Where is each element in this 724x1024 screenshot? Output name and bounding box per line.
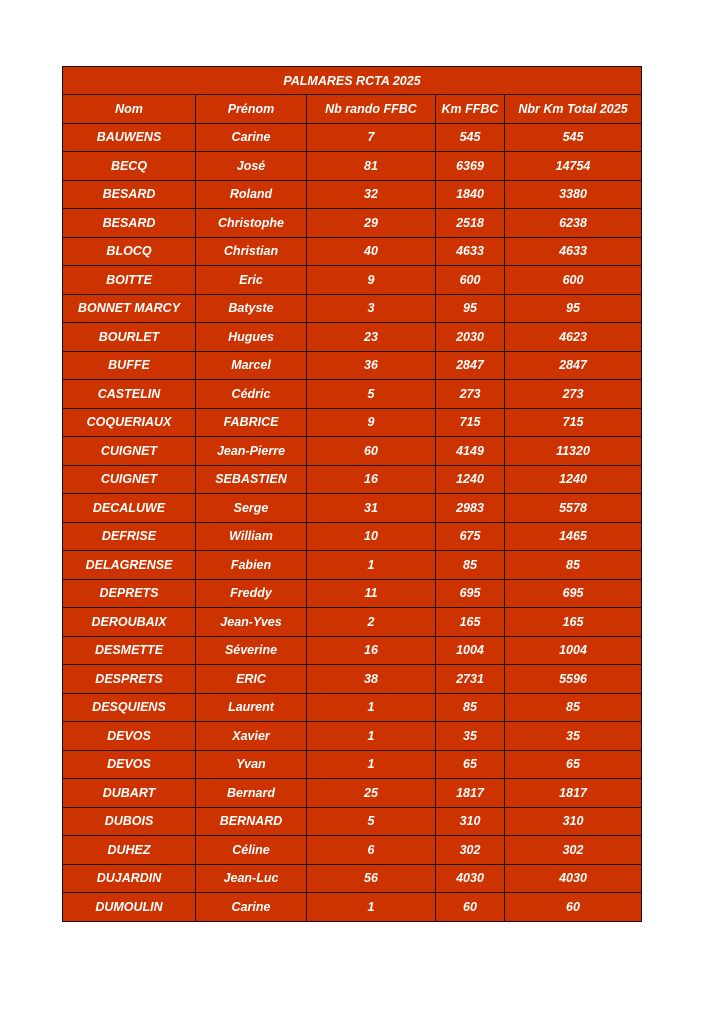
- cell-prenom: Xavier: [196, 722, 307, 751]
- cell-nom: BONNET MARCY: [63, 294, 196, 323]
- cell-nom: DEVOS: [63, 750, 196, 779]
- cell-nom: DEROUBAIX: [63, 608, 196, 637]
- table-row: [63, 750, 642, 779]
- cell-km-total: 85: [505, 551, 642, 580]
- cell-prenom: FABRICE: [196, 408, 307, 437]
- table-row: [63, 665, 642, 694]
- cell-km-ffbc: 2030: [436, 323, 505, 352]
- cell-nb-rando: 9: [307, 408, 436, 437]
- cell-km-ffbc: 85: [436, 693, 505, 722]
- cell-km-total: 2847: [505, 351, 642, 380]
- cell-km-ffbc: 1004: [436, 636, 505, 665]
- cell-nom: DEPRETS: [63, 579, 196, 608]
- cell-prenom: Céline: [196, 836, 307, 865]
- cell-km-ffbc: 2731: [436, 665, 505, 694]
- cell-nb-rando: 32: [307, 180, 436, 209]
- cell-prenom: Fabien: [196, 551, 307, 580]
- cell-km-total: 14754: [505, 152, 642, 181]
- cell-nom: BLOCQ: [63, 237, 196, 266]
- cell-km-total: 273: [505, 380, 642, 409]
- cell-prenom: Jean-Luc: [196, 864, 307, 893]
- palmares-table: [62, 66, 642, 922]
- cell-km-total: 600: [505, 266, 642, 295]
- cell-prenom: Christian: [196, 237, 307, 266]
- table-row: [63, 323, 642, 352]
- cell-nb-rando: 31: [307, 494, 436, 523]
- table-row: [63, 294, 642, 323]
- table-row: [63, 437, 642, 466]
- cell-nb-rando: 10: [307, 522, 436, 551]
- cell-nom: DUBOIS: [63, 807, 196, 836]
- cell-km-total: 60: [505, 893, 642, 922]
- cell-prenom: Yvan: [196, 750, 307, 779]
- cell-km-ffbc: 4030: [436, 864, 505, 893]
- cell-km-ffbc: 600: [436, 266, 505, 295]
- table-row: [63, 893, 642, 922]
- cell-km-total: 310: [505, 807, 642, 836]
- cell-prenom: Cédric: [196, 380, 307, 409]
- table-row: [63, 807, 642, 836]
- cell-km-ffbc: 2847: [436, 351, 505, 380]
- cell-nom: CUIGNET: [63, 465, 196, 494]
- table-row: [63, 551, 642, 580]
- cell-km-ffbc: 302: [436, 836, 505, 865]
- cell-nb-rando: 40: [307, 237, 436, 266]
- cell-prenom: Eric: [196, 266, 307, 295]
- cell-km-total: 1817: [505, 779, 642, 808]
- cell-nb-rando: 1: [307, 722, 436, 751]
- cell-km-ffbc: 310: [436, 807, 505, 836]
- cell-nom: DEVOS: [63, 722, 196, 751]
- cell-prenom: Jean-Yves: [196, 608, 307, 637]
- cell-nb-rando: 5: [307, 807, 436, 836]
- table-row: [63, 209, 642, 238]
- cell-km-ffbc: 4149: [436, 437, 505, 466]
- cell-km-ffbc: 273: [436, 380, 505, 409]
- cell-prenom: Hugues: [196, 323, 307, 352]
- cell-nom: CASTELIN: [63, 380, 196, 409]
- table-row: [63, 351, 642, 380]
- header-km-ffbc: Km FFBC: [436, 95, 505, 124]
- cell-km-total: 545: [505, 123, 642, 152]
- cell-nb-rando: 2: [307, 608, 436, 637]
- table-row: [63, 180, 642, 209]
- cell-nom: DUMOULIN: [63, 893, 196, 922]
- table-row: [63, 836, 642, 865]
- cell-km-total: 715: [505, 408, 642, 437]
- cell-nom: COQUERIAUX: [63, 408, 196, 437]
- cell-km-total: 5578: [505, 494, 642, 523]
- cell-nom: BESARD: [63, 209, 196, 238]
- cell-km-total: 65: [505, 750, 642, 779]
- table-row: [63, 579, 642, 608]
- cell-nb-rando: 36: [307, 351, 436, 380]
- cell-prenom: Batyste: [196, 294, 307, 323]
- cell-km-ffbc: 4633: [436, 237, 505, 266]
- cell-km-ffbc: 165: [436, 608, 505, 637]
- table-row: [63, 380, 642, 409]
- title-row: [63, 67, 642, 95]
- cell-km-ffbc: 2983: [436, 494, 505, 523]
- table-row: [63, 266, 642, 295]
- table-body: [63, 123, 642, 921]
- cell-km-total: 85: [505, 693, 642, 722]
- cell-km-total: 4030: [505, 864, 642, 893]
- cell-nom: DELAGRENSE: [63, 551, 196, 580]
- table-row: [63, 465, 642, 494]
- cell-km-total: 1004: [505, 636, 642, 665]
- cell-nb-rando: 1: [307, 551, 436, 580]
- cell-prenom: Serge: [196, 494, 307, 523]
- table-row: [63, 779, 642, 808]
- cell-nom: BUFFE: [63, 351, 196, 380]
- cell-nb-rando: 29: [307, 209, 436, 238]
- cell-km-ffbc: 2518: [436, 209, 505, 238]
- cell-prenom: Roland: [196, 180, 307, 209]
- table-row: [63, 864, 642, 893]
- cell-km-total: 302: [505, 836, 642, 865]
- cell-km-total: 165: [505, 608, 642, 637]
- header-row: [63, 95, 642, 124]
- cell-prenom: Laurent: [196, 693, 307, 722]
- cell-km-ffbc: 1840: [436, 180, 505, 209]
- cell-nb-rando: 25: [307, 779, 436, 808]
- cell-prenom: Jean-Pierre: [196, 437, 307, 466]
- cell-km-ffbc: 85: [436, 551, 505, 580]
- cell-nb-rando: 6: [307, 836, 436, 865]
- cell-km-total: 3380: [505, 180, 642, 209]
- table-row: [63, 237, 642, 266]
- cell-prenom: Carine: [196, 123, 307, 152]
- header-prenom: Prénom: [196, 95, 307, 124]
- cell-prenom: ERIC: [196, 665, 307, 694]
- cell-nb-rando: 23: [307, 323, 436, 352]
- cell-nom: DESMETTE: [63, 636, 196, 665]
- cell-nom: BOURLET: [63, 323, 196, 352]
- cell-nom: CUIGNET: [63, 437, 196, 466]
- cell-prenom: José: [196, 152, 307, 181]
- cell-nom: DUJARDIN: [63, 864, 196, 893]
- cell-prenom: Freddy: [196, 579, 307, 608]
- cell-nb-rando: 56: [307, 864, 436, 893]
- cell-km-ffbc: 60: [436, 893, 505, 922]
- table-row: [63, 522, 642, 551]
- table-row: [63, 636, 642, 665]
- header-nbr-km-total: Nbr Km Total 2025: [505, 95, 642, 124]
- cell-km-ffbc: 675: [436, 522, 505, 551]
- cell-nb-rando: 5: [307, 380, 436, 409]
- cell-nb-rando: 16: [307, 636, 436, 665]
- cell-nb-rando: 60: [307, 437, 436, 466]
- cell-prenom: Séverine: [196, 636, 307, 665]
- cell-km-total: 11320: [505, 437, 642, 466]
- cell-km-total: 695: [505, 579, 642, 608]
- cell-km-total: 5596: [505, 665, 642, 694]
- cell-km-total: 4633: [505, 237, 642, 266]
- cell-prenom: Carine: [196, 893, 307, 922]
- table-row: [63, 152, 642, 181]
- cell-km-ffbc: 95: [436, 294, 505, 323]
- table-row: [63, 123, 642, 152]
- cell-nom: BAUWENS: [63, 123, 196, 152]
- cell-prenom: William: [196, 522, 307, 551]
- cell-nom: BOITTE: [63, 266, 196, 295]
- table-row: [63, 494, 642, 523]
- cell-prenom: Bernard: [196, 779, 307, 808]
- cell-nom: DESQUIENS: [63, 693, 196, 722]
- cell-nom: DUHEZ: [63, 836, 196, 865]
- cell-km-total: 1240: [505, 465, 642, 494]
- table-row: [63, 693, 642, 722]
- cell-nb-rando: 3: [307, 294, 436, 323]
- cell-nb-rando: 38: [307, 665, 436, 694]
- cell-km-total: 6238: [505, 209, 642, 238]
- cell-prenom: Marcel: [196, 351, 307, 380]
- cell-km-ffbc: 1240: [436, 465, 505, 494]
- cell-nb-rando: 1: [307, 693, 436, 722]
- cell-prenom: Christophe: [196, 209, 307, 238]
- cell-km-ffbc: 35: [436, 722, 505, 751]
- cell-nom: BESARD: [63, 180, 196, 209]
- cell-nb-rando: 81: [307, 152, 436, 181]
- cell-prenom: BERNARD: [196, 807, 307, 836]
- cell-km-ffbc: 1817: [436, 779, 505, 808]
- cell-km-ffbc: 65: [436, 750, 505, 779]
- table-row: [63, 408, 642, 437]
- cell-nb-rando: 11: [307, 579, 436, 608]
- cell-nb-rando: 1: [307, 893, 436, 922]
- header-nb-rando-ffbc: Nb rando FFBC: [307, 95, 436, 124]
- table-title: PALMARES RCTA 2025: [63, 67, 642, 95]
- cell-km-ffbc: 545: [436, 123, 505, 152]
- cell-km-total: 95: [505, 294, 642, 323]
- cell-km-total: 35: [505, 722, 642, 751]
- cell-km-total: 1465: [505, 522, 642, 551]
- cell-nb-rando: 1: [307, 750, 436, 779]
- table-row: [63, 608, 642, 637]
- cell-nom: BECQ: [63, 152, 196, 181]
- cell-km-total: 4623: [505, 323, 642, 352]
- cell-km-ffbc: 695: [436, 579, 505, 608]
- cell-km-ffbc: 6369: [436, 152, 505, 181]
- cell-nom: DUBART: [63, 779, 196, 808]
- cell-nb-rando: 9: [307, 266, 436, 295]
- cell-nom: DEFRISE: [63, 522, 196, 551]
- cell-nom: DECALUWE: [63, 494, 196, 523]
- cell-prenom: SEBASTIEN: [196, 465, 307, 494]
- header-nom: Nom: [63, 95, 196, 124]
- cell-nb-rando: 16: [307, 465, 436, 494]
- cell-nb-rando: 7: [307, 123, 436, 152]
- cell-nom: DESPRETS: [63, 665, 196, 694]
- table-row: [63, 722, 642, 751]
- cell-km-ffbc: 715: [436, 408, 505, 437]
